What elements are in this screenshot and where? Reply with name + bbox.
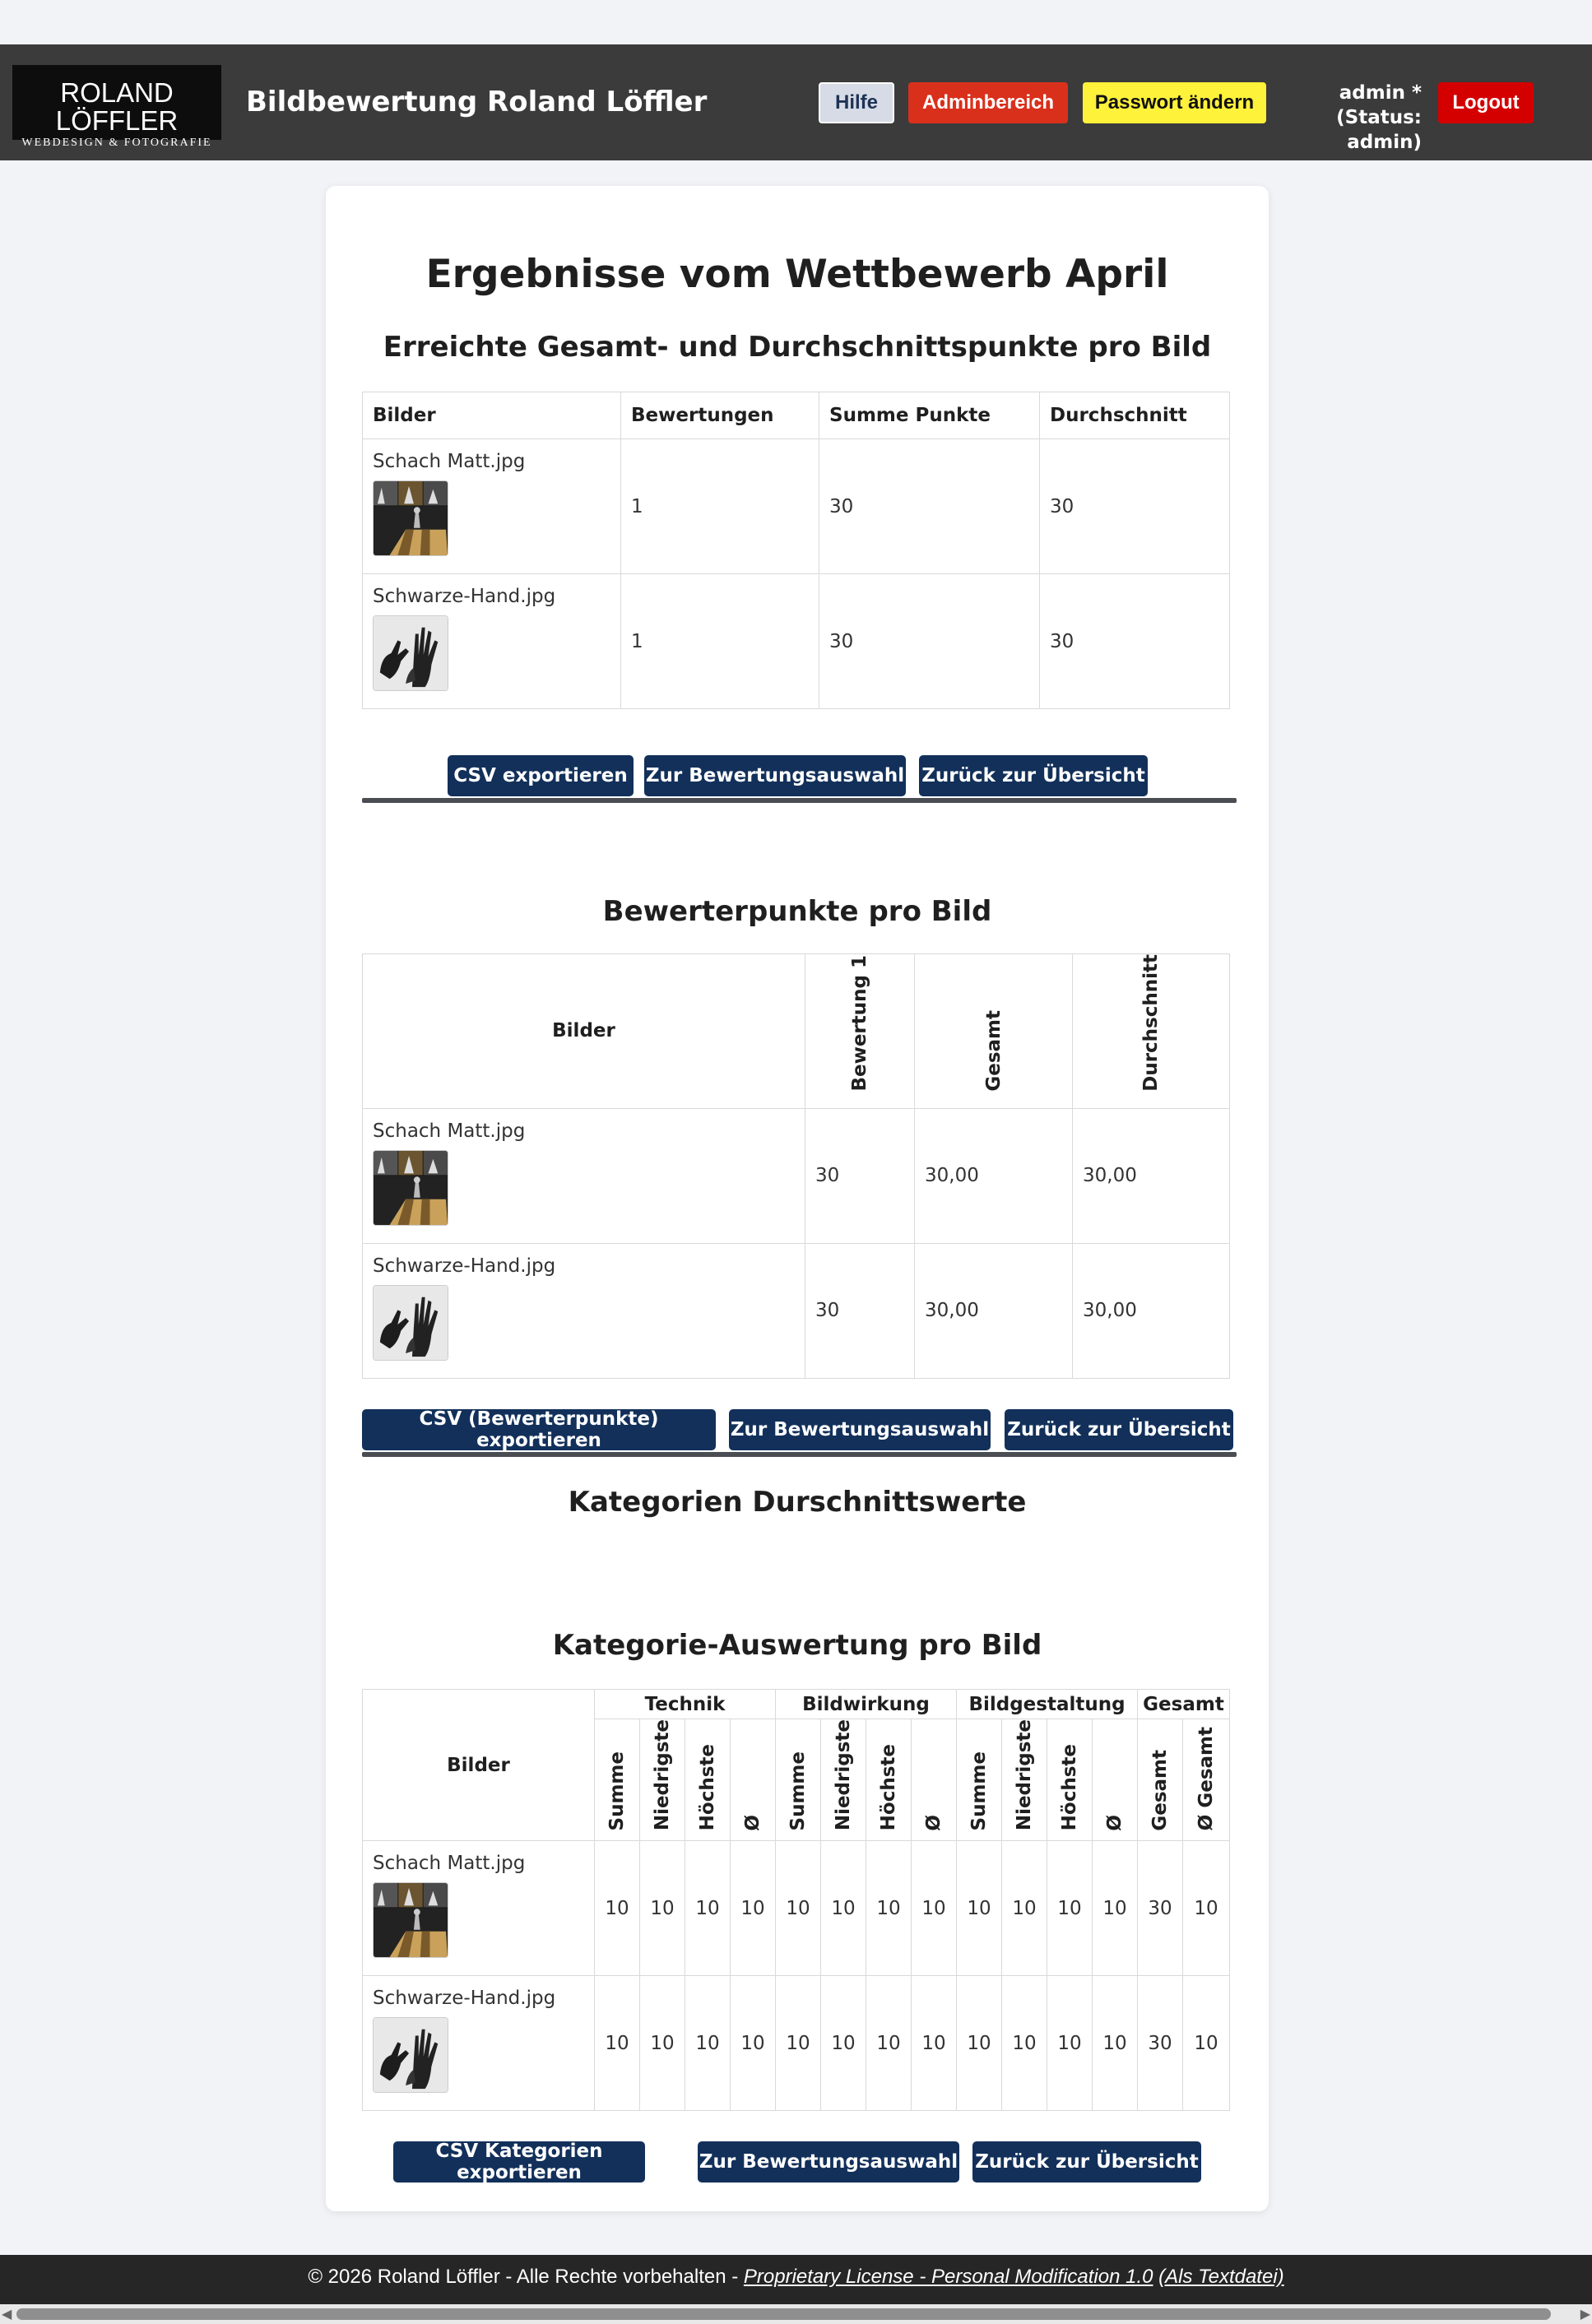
- col-header-average: Durchschnitt: [1040, 392, 1230, 439]
- logo-tagline: WEBDESIGN & FOTOGRAFIE: [21, 137, 212, 149]
- table-header-row: [363, 954, 1230, 1109]
- chess-thumbnail[interactable]: [373, 1882, 448, 1958]
- help-button[interactable]: Hilfe: [819, 82, 894, 123]
- chess-thumbnail[interactable]: [373, 480, 448, 556]
- sub-header: [1047, 1719, 1093, 1841]
- image-filename: Schwarze-Hand.jpg: [373, 1988, 556, 2010]
- score-cell: 10: [731, 1976, 776, 2111]
- table-row: [363, 1841, 1230, 1976]
- score-cell: 10: [957, 1841, 1002, 1976]
- page-title: Ergebnisse vom Wettbewerb April: [425, 252, 1169, 297]
- to-rating-selection-button[interactable]: Zur Bewertungsauswahl: [698, 2141, 959, 2183]
- hand-thumbnail[interactable]: [373, 2017, 448, 2093]
- score-cell: 30: [1138, 1976, 1183, 2111]
- sub-header: [957, 1719, 1002, 1841]
- sub-header-label: Höchste: [878, 1743, 899, 1831]
- logout-button[interactable]: Logout: [1438, 82, 1534, 123]
- average-cell: 30: [1040, 574, 1230, 709]
- sub-header-label: Höchste: [697, 1743, 718, 1831]
- score-cell: 10: [1002, 1841, 1047, 1976]
- sub-header-label: Summe: [968, 1751, 990, 1831]
- score-cell: 10: [912, 1976, 957, 2111]
- table-row: [363, 574, 1230, 709]
- average-label: Durchschnitt: [1140, 954, 1162, 1092]
- logo-name: ROLAND LÖFFLER: [55, 77, 179, 136]
- image-filename: Schwarze-Hand.jpg: [373, 586, 556, 607]
- table-group-header-row: [363, 1690, 1230, 1719]
- section-divider: [362, 798, 1237, 803]
- average-cell: 30: [1040, 439, 1230, 574]
- change-password-button[interactable]: Passwort ändern: [1083, 82, 1266, 123]
- section-divider: [362, 1452, 1237, 1457]
- license-link[interactable]: Proprietary License - Personal Modification 1.0: [743, 2266, 1153, 2288]
- totals-table: [362, 392, 1230, 709]
- col-header-total: [915, 954, 1073, 1109]
- sub-header: [912, 1719, 957, 1841]
- section-category-eval-title: Kategorie-Auswertung pro Bild: [552, 1629, 1042, 1662]
- sub-header: [595, 1719, 640, 1841]
- score-cell: 10: [640, 1976, 685, 2111]
- section-totals-title: Erreichte Gesamt- und Durchschnittspunkte pro Bild: [383, 331, 1212, 364]
- sub-header-label: Ø: [1104, 1814, 1126, 1831]
- sub-header: [1138, 1719, 1183, 1841]
- image-filename: Schach Matt.jpg: [373, 1120, 526, 1142]
- section-rater-points-title: Bewerterpunkte pro Bild: [602, 895, 992, 928]
- back-to-overview-button[interactable]: Zurück zur Übersicht: [1005, 1409, 1233, 1450]
- score-cell: 10: [1183, 1841, 1230, 1976]
- average-cell: 30,00: [1073, 1108, 1230, 1243]
- score-cell: 10: [957, 1976, 1002, 2111]
- table-row: [363, 439, 1230, 574]
- sum-cell: 30: [819, 574, 1040, 709]
- image-cell: [363, 1976, 595, 2111]
- image-cell: [363, 574, 621, 709]
- sub-header: [640, 1719, 685, 1841]
- image-filename: Schach Matt.jpg: [373, 451, 526, 472]
- average-cell: 30,00: [1073, 1243, 1230, 1378]
- group-header-gesamt: Gesamt: [1138, 1690, 1230, 1719]
- ratings-cell: 1: [621, 439, 819, 574]
- user-info: [1279, 81, 1422, 155]
- table-header-row: [363, 392, 1230, 439]
- to-rating-selection-button[interactable]: Zur Bewertungsauswahl: [729, 1409, 991, 1450]
- brand-logo[interactable]: [12, 65, 221, 149]
- sub-header-label: Gesamt: [1149, 1749, 1171, 1831]
- ratings-cell: 1: [621, 574, 819, 709]
- col-header-ratings: Bewertungen: [621, 392, 819, 439]
- sum-cell: 30: [819, 439, 1040, 574]
- score-cell: 10: [1093, 1976, 1138, 2111]
- score-cell: 10: [595, 1841, 640, 1976]
- footer-copyright: © 2026 Roland Löffler - Alle Rechte vorbehalten -: [308, 2266, 744, 2288]
- csv-categories-export-button[interactable]: CSV Kategorien exportieren: [393, 2141, 645, 2183]
- sub-header: [731, 1719, 776, 1841]
- app-title: Bildbewertung Roland Löffler: [246, 86, 708, 118]
- score-cell: 10: [776, 1976, 821, 2111]
- image-filename: Schach Matt.jpg: [373, 1853, 526, 1875]
- user-name: admin *: [1339, 82, 1422, 104]
- col-header-rating-1: [805, 954, 915, 1109]
- col-header-images: Bilder: [363, 1690, 595, 1841]
- csv-rater-export-button[interactable]: CSV (Bewerterpunkte) exportieren: [362, 1409, 716, 1450]
- to-rating-selection-button[interactable]: Zur Bewertungsauswahl: [644, 755, 906, 796]
- score-cell: 10: [776, 1841, 821, 1976]
- rating-1-label: Bewertung 1: [849, 955, 870, 1092]
- score-cell: 10: [685, 1976, 731, 2111]
- table-row: [363, 1243, 1230, 1378]
- sub-header-label: Ø: [923, 1814, 945, 1831]
- section-category-averages-title: Kategorien Durschnittswerte: [568, 1486, 1027, 1519]
- image-filename: Schwarze-Hand.jpg: [373, 1255, 556, 1277]
- score-cell: 30: [1138, 1841, 1183, 1976]
- image-cell: [363, 1243, 805, 1378]
- sub-header-label: Niedrigste: [1014, 1719, 1035, 1831]
- score-cell: 10: [1002, 1976, 1047, 2111]
- admin-area-button[interactable]: Adminbereich: [908, 82, 1068, 123]
- csv-export-button[interactable]: CSV exportieren: [448, 755, 634, 796]
- score-cell: 10: [1093, 1841, 1138, 1976]
- rating-1-cell: 30: [805, 1108, 915, 1243]
- total-label: Gesamt: [982, 1010, 1005, 1092]
- col-header-images: Bilder: [363, 392, 621, 439]
- total-cell: 30,00: [915, 1243, 1073, 1378]
- sub-header: [1002, 1719, 1047, 1841]
- sub-header: [776, 1719, 821, 1841]
- score-cell: 10: [685, 1841, 731, 1976]
- hand-thumbnail[interactable]: [373, 615, 448, 691]
- group-header-bildgestaltung: Bildgestaltung: [957, 1690, 1138, 1719]
- sub-header: [866, 1719, 912, 1841]
- score-cell: 10: [1047, 1976, 1093, 2111]
- image-cell: [363, 1108, 805, 1243]
- score-cell: 10: [1047, 1841, 1093, 1976]
- image-cell: [363, 439, 621, 574]
- score-cell: 10: [595, 1976, 640, 2111]
- group-header-technik: Technik: [595, 1690, 776, 1719]
- rating-1-cell: 30: [805, 1243, 915, 1378]
- score-cell: 10: [866, 1841, 912, 1976]
- total-cell: 30,00: [915, 1108, 1073, 1243]
- score-cell: 10: [821, 1841, 866, 1976]
- scroll-left-icon[interactable]: ◀: [2, 2306, 12, 2322]
- results-card: [326, 186, 1269, 2211]
- scrollbar-thumb[interactable]: [16, 2308, 1551, 2320]
- sub-header: [1183, 1719, 1230, 1841]
- page-footer: [0, 2255, 1592, 2304]
- category-eval-table: [362, 1689, 1230, 2111]
- group-header-bildwirkung: Bildwirkung: [776, 1690, 957, 1719]
- sub-header: [1093, 1719, 1138, 1841]
- scroll-right-icon[interactable]: ▶: [1580, 2306, 1590, 2322]
- back-to-overview-button[interactable]: Zurück zur Übersicht: [972, 2141, 1201, 2183]
- chess-thumbnail[interactable]: [373, 1150, 448, 1226]
- back-to-overview-button[interactable]: Zurück zur Übersicht: [919, 755, 1148, 796]
- horizontal-scrollbar[interactable]: [0, 2304, 1592, 2324]
- sub-header-label: Summe: [606, 1751, 628, 1831]
- sub-header-label: Höchste: [1059, 1743, 1080, 1831]
- top-navbar: [0, 44, 1592, 160]
- image-cell: [363, 1841, 595, 1976]
- sub-header-label: Niedrigste: [652, 1719, 673, 1831]
- sub-header-label: Ø: [742, 1814, 764, 1831]
- sub-header-label: Summe: [787, 1751, 809, 1831]
- license-textfile-link[interactable]: (Als Textdatei): [1158, 2266, 1284, 2288]
- score-cell: 10: [640, 1841, 685, 1976]
- score-cell: 10: [821, 1976, 866, 2111]
- table-row: [363, 1976, 1230, 2111]
- sub-header: [821, 1719, 866, 1841]
- sub-header-label: Niedrigste: [833, 1719, 854, 1831]
- col-header-average: [1073, 954, 1230, 1109]
- sub-header: [685, 1719, 731, 1841]
- score-cell: 10: [1183, 1976, 1230, 2111]
- score-cell: 10: [731, 1841, 776, 1976]
- hand-thumbnail[interactable]: [373, 1285, 448, 1361]
- table-row: [363, 1108, 1230, 1243]
- col-header-sum: Summe Punkte: [819, 392, 1040, 439]
- score-cell: 10: [912, 1841, 957, 1976]
- user-status: (Status: admin): [1336, 107, 1422, 153]
- col-header-images: Bilder: [363, 954, 805, 1109]
- score-cell: 10: [866, 1976, 912, 2111]
- rater-points-table: [362, 953, 1230, 1379]
- sub-header-label: Ø Gesamt: [1195, 1726, 1217, 1831]
